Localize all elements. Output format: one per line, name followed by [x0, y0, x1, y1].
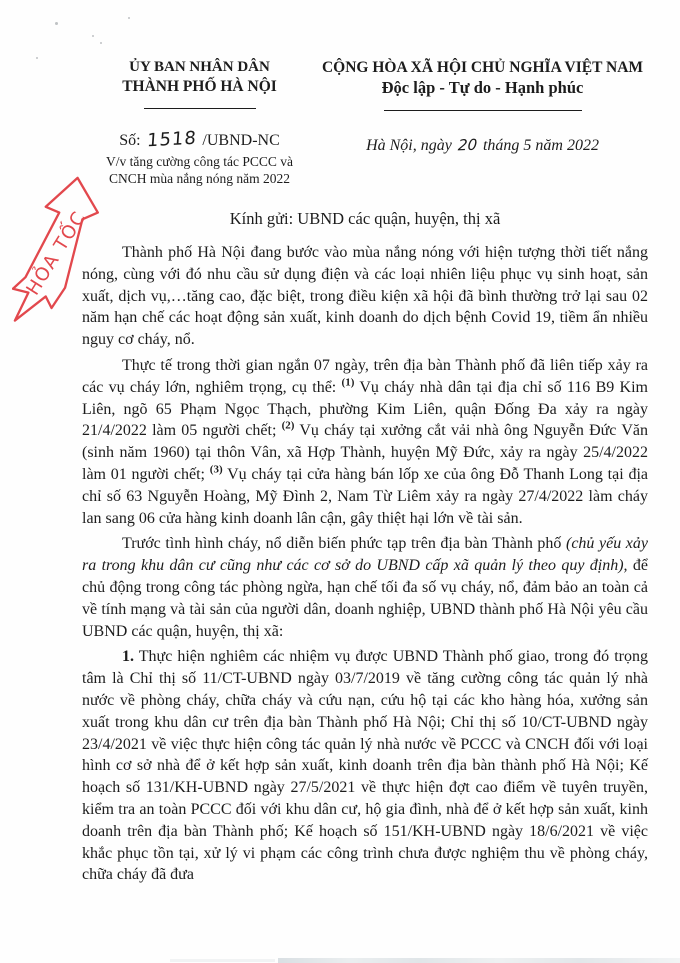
issuer-block [82, 58, 317, 187]
paragraph-text: Vụ cháy tại xưởng cắt vải nhà ông Nguyễn Đức Văn (sinh năm 1960) tại thôn Vân, xã Hợp Thành, huyện Mỹ Đức, xảy ra ngày 25/4/2022 làm 01 người chết; [82, 422, 648, 483]
paragraph-text: để chủ động trong công tác phòng ngừa, hạn chế tối đa số vụ cháy, nổ, đảm bảo an toàn cả về tính mạng và tài sản của người dân, doanh nghiệp, UBND thành phố Hà Nội yêu cầu UBND các quận, huyện, thị xã: [82, 557, 648, 640]
urgent-stamp [12, 172, 120, 338]
paragraph [82, 242, 648, 351]
paragraph-text: Thực hiện nghiêm các nhiệm vụ được UBND Thành phố giao, trong đó trọng tâm là Chỉ thị số 11/CT-UBND ngày 03/7/2019 về tăng cường công tác quản lý nhà nước về phòng cháy, chữa cháy và cứu nạn, cứu hộ tại các kho hàng hóa, xưởng sản xuất trong khu dân cư trên địa bàn Thành phố Hà Nội; Chỉ thị số 10/CT-UBND ngày 23/4/2021 về việc thực hiện công tác quản lý nhà nước về PCCC và CNCH đối với loại hình cơ sở nhà để ở kết hợp sản xuất, kinh doanh trên địa bàn thành phố Hà Nội; Kế hoạch số 131/KH-UBND ngày 27/5/2021 về thực hiện đợt cao điểm về tuyên truyền, kiểm tra an toàn PCCC đối với khu dân cư, hộ gia đình, nhà để ở kết hợp sản xuất, kinh doanh trên địa bàn Thành phố; Kế hoạch số 151/KH-UBND ngày 18/6/2021 về việc khắc phục tồn tại, xử lý vi phạm các công trình chưa được nghiệm thu về phòng cháy, chữa cháy đã đưa [82, 648, 648, 884]
footnote-marker: (1) [341, 376, 355, 389]
reference-number-handwritten: 1518 [145, 127, 198, 152]
dateline-suffix: tháng 5 năm 2022 [478, 137, 599, 154]
issuer-name-line1: ỦY BAN NHÂN DÂN [129, 59, 270, 75]
scan-speck [36, 57, 38, 59]
footnote-marker: (3) [209, 463, 223, 476]
issuer-name-line2: THÀNH PHỐ HÀ NỘI [122, 78, 277, 95]
paragraph [82, 355, 648, 529]
reference-number-line [82, 127, 317, 152]
scan-speck [92, 35, 94, 37]
scan-speck [55, 22, 58, 25]
scan-speck [100, 42, 102, 44]
document-header [82, 58, 648, 187]
paragraph-italic-text: (chủ yếu xảy ra trong khu dân cư cũng như các cơ sở do UBND cấp xã quản lý theo quy định), [82, 535, 649, 575]
urgent-stamp-label: HỎA TỐC [22, 207, 91, 300]
paragraph-text: Thành phố Hà Nội đang bước vào mùa nắng nóng với hiện tượng thời tiết nắng nóng, cùng với đó nhu cầu sử dụng điện và các loại nhiên liệu phục vụ sinh hoạt, sản xuất, dịch vụ,…tăng cao, đặc biệt, trong điều kiện xã hội đã bình thường trở lại sau 02 năm hạn chế các hoạt động sản xuất, kinh doanh do dịch bệnh Covid 19, tiềm ẩn nhiều nguy cơ cháy, nổ. [82, 244, 648, 349]
paragraph-text: Thực tế trong thời gian ngắn 07 ngày, trên địa bàn Thành phố đã liên tiếp xảy ra các vụ cháy lớn, nghiêm trọng, cụ thể: [82, 356, 648, 396]
subject-line1: V/v tăng cường công tác PCCC và [106, 154, 293, 169]
document-body [82, 242, 648, 886]
reference-label: Số: [119, 132, 141, 149]
salutation-line: Kính gửi: UBND các quận, huyện, thị xã [229, 209, 501, 228]
scan-edge-artifact [278, 958, 680, 963]
national-motto-block [317, 58, 648, 187]
motto-underline [384, 107, 582, 111]
scan-speck [128, 17, 130, 19]
dateline-day-handwritten: 20 [457, 135, 478, 155]
national-motto: Độc lập - Tự do - Hạnh phúc [381, 78, 584, 97]
list-number: 1. [122, 648, 134, 666]
national-title: CỘNG HÒA XÃ HỘI CHỦ NGHĨA VIỆT NAM [321, 59, 644, 76]
reference-suffix: /UBND-NC [202, 132, 280, 149]
dateline-prefix: Hà Nội, ngày [366, 137, 456, 154]
paragraph [82, 646, 648, 886]
subject-line2: CNCH mùa nắng nóng năm 2022 [108, 171, 291, 186]
paragraph-text: Vụ cháy nhà dân tại địa chỉ số 116 B9 Kim Liên, ngõ 65 Phạm Ngọc Thạch, phường Kim Liên, quận Đống Đa xảy ra ngày 21/4/2022 làm 05 người chết; [82, 378, 648, 440]
place-date-line [317, 135, 648, 156]
paragraph-text: Trước tình hình cháy, nổ diễn biến phức tạp trên địa bàn Thành phố [122, 535, 566, 553]
paragraph [82, 533, 648, 642]
paragraph-text: Vụ cháy tại cửa hàng bán lốp xe của ông Đỗ Thanh Long tại địa chỉ số 63 Nguyễn Hoàng, Mỹ Đình 2, Nam Từ Liêm xảy ra ngày 27/4/2022 làm cháy lan sang 06 cửa hàng kinh doanh lân cận, gây thiệt hại lớn về tài sản. [82, 465, 648, 527]
issuer-underline [144, 105, 256, 109]
scan-edge-artifact [170, 959, 275, 962]
footnote-marker: (2) [281, 420, 295, 433]
